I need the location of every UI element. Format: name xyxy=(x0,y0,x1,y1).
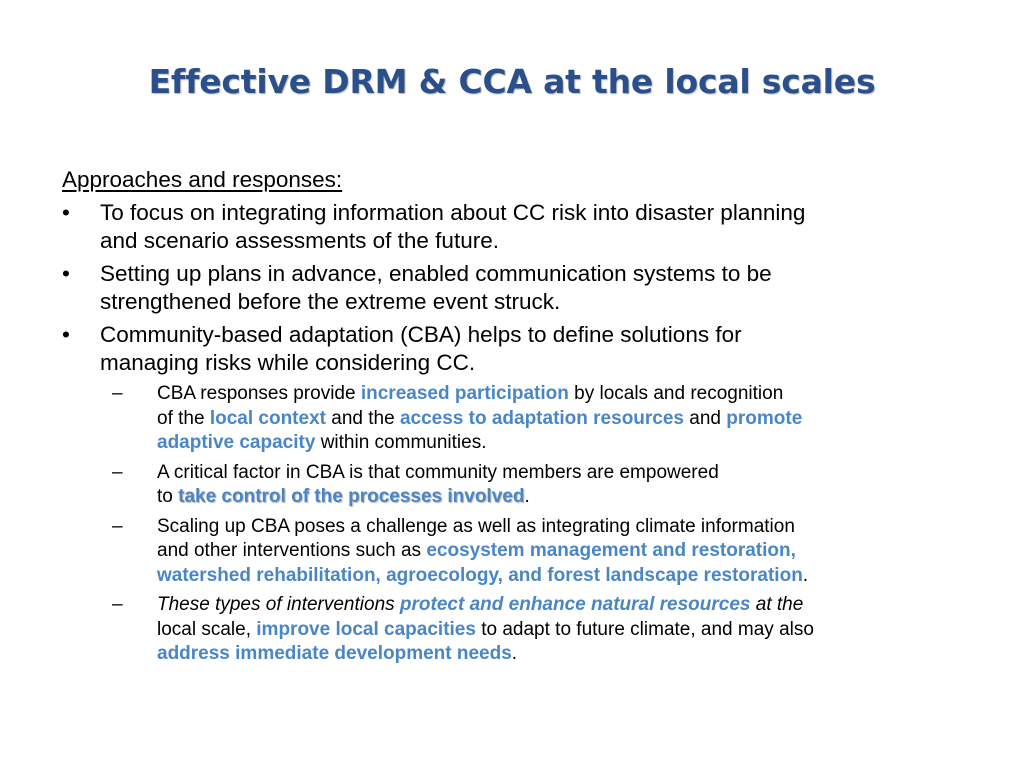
bullet-glyph: • xyxy=(62,200,70,225)
highlight-increased-participation: increased participation xyxy=(360,383,569,404)
sub-4-line-3 xyxy=(157,643,517,664)
dash-glyph: – xyxy=(112,515,123,537)
highlight-local-context: local context xyxy=(209,407,326,429)
bullet-list xyxy=(62,199,962,667)
dash-glyph: – xyxy=(112,383,123,404)
highlight-protect-natural-resources: protect and enhance natural resources xyxy=(399,594,751,615)
highlight-ecosystem-management: ecosystem management and restoration, xyxy=(426,540,796,561)
bullet-3-line-2: managing risks while considering CC. xyxy=(100,350,476,375)
sub-3-text-3: . xyxy=(802,564,809,586)
sub-4-line-2 xyxy=(157,619,814,640)
sub-4-line-1 xyxy=(157,594,803,615)
sub-1-text-5: and xyxy=(684,407,727,429)
sub-2-line-1: A critical factor in CBA is that community members are empowered xyxy=(157,461,719,483)
slide-content xyxy=(62,165,962,667)
bullet-item-3 xyxy=(62,321,962,667)
sub-3-line-1: Scaling up CBA poses a challenge as well as integrating climate information xyxy=(157,515,795,537)
bullet-3-line-1: Community-based adaptation (CBA) helps to define solutions for xyxy=(100,322,742,347)
sub-bullet-item-4 xyxy=(112,593,962,667)
sub-bullet-item-1 xyxy=(112,382,962,456)
sub-1-line-2 xyxy=(157,408,802,429)
sub-1-text-6: within communities. xyxy=(315,432,487,453)
bullet-glyph: • xyxy=(62,322,70,347)
dash-glyph: – xyxy=(112,461,123,483)
sub-bullet-list xyxy=(100,382,962,667)
sub-1-line-1 xyxy=(157,383,783,404)
highlight-development-needs: address immediate development needs xyxy=(157,643,512,664)
bullet-1-line-1: To focus on integrating information about CC risk into disaster planning xyxy=(100,200,806,225)
sub-2-line-2 xyxy=(157,486,530,507)
sub-4-italic-1: These types of interventions xyxy=(157,594,400,615)
sub-4-text-2: to adapt to future climate, and may also xyxy=(475,618,814,640)
sub-4-text-1: local scale, xyxy=(157,618,257,640)
bullet-1-line-2: and scenario assessments of the future. xyxy=(100,228,499,253)
slide-title: Effective DRM & CCA at the local scales xyxy=(148,62,876,101)
highlight-improve-local-capacities: improve local capacities xyxy=(256,618,476,640)
dash-glyph: – xyxy=(112,594,123,615)
highlight-take-control: take control of the processes involved xyxy=(178,486,525,507)
sub-bullet-item-2 xyxy=(112,461,962,510)
highlight-adaptive-capacity: adaptive capacity xyxy=(157,432,316,453)
bullet-glyph: • xyxy=(62,261,70,286)
intro-heading: Approaches and responses: xyxy=(62,167,343,192)
highlight-promote: promote xyxy=(726,407,803,429)
sub-3-text-2: and other interventions such as xyxy=(157,540,427,561)
bullet-item-2 xyxy=(62,260,962,316)
sub-bullet-item-3 xyxy=(112,515,962,589)
bullet-2-line-2: strengthened before the extreme event struck. xyxy=(100,289,561,314)
sub-3-line-2 xyxy=(157,540,796,561)
sub-2-text-3: . xyxy=(524,486,530,507)
sub-1-line-3 xyxy=(157,432,486,453)
highlight-watershed-rehabilitation: watershed rehabilitation, agroecology, and forest landscape restoration xyxy=(157,564,803,586)
sub-3-line-3 xyxy=(157,565,808,586)
sub-2-text-2: to xyxy=(157,486,179,507)
sub-1-text-4: and the xyxy=(325,407,400,429)
highlight-access-to-adaptation-resources: access to adaptation resources xyxy=(399,407,685,429)
sub-1-text-1: CBA responses provide xyxy=(157,383,361,404)
sub-1-text-3: of the xyxy=(157,407,210,429)
bullet-2-line-1: Setting up plans in advance, enabled communication systems to be xyxy=(100,261,772,286)
sub-4-italic-2: at the xyxy=(750,594,804,615)
bullet-item-1 xyxy=(62,199,962,255)
sub-4-text-3: . xyxy=(511,643,518,664)
sub-1-text-2: by locals and recognition xyxy=(568,383,784,404)
